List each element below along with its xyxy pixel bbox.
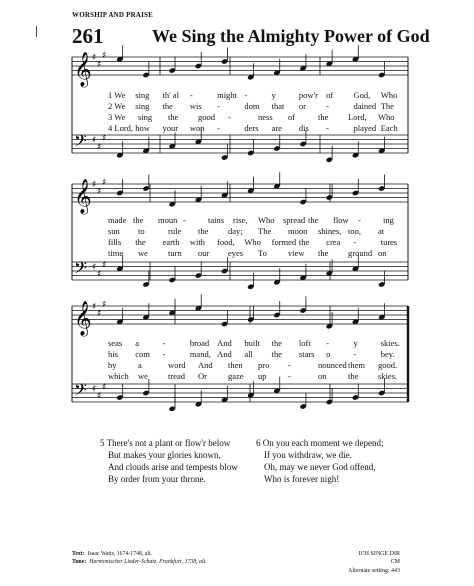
lyric-syllable: or: [298, 101, 306, 111]
sharp-icon: ♯: [92, 135, 97, 146]
lyric-syllable: by: [108, 360, 117, 370]
lyric-syllable: with: [189, 237, 205, 247]
text-credit-value: Isaac Watts, 1674-1748, alt.: [87, 551, 153, 557]
lyric-syllable: sun: [108, 226, 120, 236]
lyric-syllable: -: [162, 349, 166, 359]
verse-6-line: Who is forever nigh!: [264, 474, 340, 484]
lyric-syllable: the: [318, 112, 329, 122]
lyric-syllable: the: [168, 112, 179, 122]
text-credit-label: Text:: [72, 551, 85, 557]
lyric-syllable: might: [217, 90, 237, 100]
sharp-icon: ♯: [102, 299, 107, 310]
sharp-icon: ♯: [92, 302, 97, 312]
credits: [72, 550, 207, 566]
verse-5: [100, 437, 238, 485]
lyric-syllable: gaze: [228, 371, 244, 381]
lyric-syllable: tread: [168, 371, 185, 381]
lyric-syllable: the: [198, 226, 209, 236]
treble-clef-icon: 𝄞: [74, 179, 92, 214]
lyric-syllable: Who: [380, 90, 398, 100]
sharp-icon: ♯: [92, 262, 97, 273]
lyric-syllable: tures: [380, 237, 398, 247]
sharp-icon: ♯: [102, 50, 107, 61]
lyric-syllable: The: [380, 101, 394, 111]
lyric-syllable: skies.: [380, 338, 400, 348]
lyric-syllable: up: [258, 371, 267, 381]
lyric-syllable: of: [326, 90, 334, 100]
lyric-syllable: time: [108, 248, 124, 258]
lyric-syllable: won: [189, 123, 205, 133]
lyric-syllable: too,: [348, 226, 361, 236]
lyric-syllable: o: [326, 349, 331, 359]
lyric-syllable: broad: [189, 338, 210, 348]
lyric-syllable: y: [271, 90, 276, 100]
lyric-syllable: played: [353, 123, 377, 133]
lyric-syllable: ground: [348, 248, 373, 258]
lyric-syllable: loft: [298, 338, 311, 348]
lyric-syllable: of: [288, 112, 296, 122]
lyric-syllable: -: [162, 338, 166, 348]
lyric-syllable: Who: [244, 237, 261, 247]
lyric-syllable: the: [348, 371, 359, 381]
lyric-syllable: day;: [228, 226, 243, 236]
sharp-icon: ♯: [97, 142, 102, 153]
lyric-syllable: bey.: [380, 349, 395, 359]
meter: CM: [390, 559, 400, 565]
lyric-syllable: spread: [283, 215, 306, 225]
verse-5-line: 5 There's not a plant or flow'r below: [100, 438, 231, 448]
tune-credit: [72, 558, 207, 566]
sharp-icon: ♯: [102, 260, 107, 271]
lyric-syllable: God,: [353, 90, 371, 100]
lyric-syllable: dom: [244, 101, 260, 111]
lyric-syllable: rule: [168, 226, 182, 236]
lyric-syllable: dained: [353, 101, 377, 111]
lyric-syllable: food,: [217, 237, 235, 247]
lyric-syllable: made: [108, 215, 127, 225]
lyric-syllable: the: [133, 215, 144, 225]
lyric-syllable: how: [135, 123, 150, 133]
verse-5-line: But makes your glories known,: [108, 450, 221, 460]
lyric-syllable: -: [326, 123, 330, 133]
lyric-syllable: skies.: [378, 371, 398, 381]
lyric-syllable: to: [138, 226, 145, 236]
text-credit: [72, 550, 207, 558]
treble-clef-icon: 𝄞: [74, 301, 92, 336]
lyric-syllable: which: [108, 371, 129, 381]
lyric-syllable: -: [228, 112, 231, 122]
lyric-syllable: pow'r: [298, 90, 318, 100]
lyric-syllable: are: [271, 123, 283, 133]
lyric-syllable: then: [228, 360, 243, 370]
lyric-syllable: Or: [198, 371, 207, 381]
lyric-syllable: ing: [383, 215, 394, 225]
hymn-title: We Sing the Almighty Power of God: [152, 26, 430, 46]
verse-6: [256, 437, 383, 485]
lyric-syllable: -: [244, 90, 248, 100]
lyric-syllable: -: [353, 349, 357, 359]
lyric-syllable: -: [326, 338, 330, 348]
lyric-syllable: crea: [326, 237, 341, 247]
lyric-syllable: pro: [258, 360, 270, 370]
lyric-syllable: th' al: [162, 90, 179, 100]
lyric-syllable: good: [198, 112, 215, 122]
lyric-syllable: -: [217, 101, 220, 111]
lyric-syllable: com: [135, 349, 150, 359]
lyric-syllable: on: [378, 248, 387, 258]
lyric-syllable: on: [318, 371, 327, 381]
lyric-syllable: tains: [208, 215, 225, 225]
lyric-syllable: -: [358, 215, 361, 225]
bass-clef-icon: 𝄢: [74, 379, 87, 404]
lyric-syllable: the: [271, 338, 283, 348]
lyric-syllable: seas: [108, 338, 123, 348]
sharp-icon: ♯: [102, 133, 107, 144]
lyric-syllable: And: [198, 360, 213, 370]
lyric-syllable: 2 We: [108, 101, 126, 111]
lyric-syllable: view: [288, 248, 305, 258]
bass-clef-icon: 𝄢: [74, 257, 87, 282]
tune-credit-label: Tune:: [72, 559, 87, 565]
lyric-syllable: that: [271, 101, 285, 111]
lyric-syllable: flow: [333, 215, 349, 225]
lyric-syllable: sing: [135, 90, 150, 100]
lyric-syllable: Who: [258, 215, 275, 225]
lyric-syllable: And: [217, 349, 232, 359]
lyric-syllable: moon: [288, 226, 308, 236]
lyric-syllable: ness: [258, 112, 273, 122]
lyric-syllable: sing: [135, 101, 150, 111]
lyric-syllable: -: [326, 101, 330, 111]
lyric-syllable: The: [258, 226, 272, 236]
lyric-syllable: stars: [298, 349, 315, 359]
lyric-syllable: the: [135, 237, 146, 247]
tune-name: ICH SINGE DIR: [358, 551, 400, 557]
sharp-icon: ♯: [97, 186, 102, 197]
lyric-syllable: -: [288, 360, 291, 370]
verse-5-line: By order from your throne.: [108, 474, 206, 484]
sharp-icon: ♯: [102, 382, 107, 393]
lyric-syllable: 4 Lord,: [108, 123, 134, 133]
verse-6-line: 6 On you each moment we depend;: [256, 438, 384, 448]
lyric-syllable: a: [135, 338, 140, 348]
sharp-icon: ♯: [92, 180, 97, 190]
lyric-syllable: his: [108, 349, 118, 359]
lyric-syllable: -: [288, 371, 291, 381]
lyric-syllable: a: [138, 360, 142, 370]
lyric-syllable: the: [162, 101, 173, 111]
lyric-syllable: Who: [378, 112, 395, 122]
lyric-syllable: we: [138, 371, 148, 381]
lyric-syllable: built: [244, 338, 260, 348]
sharp-icon: ♯: [97, 308, 102, 319]
lyric-syllable: them: [348, 360, 365, 370]
verse-5-line: And clouds arise and tempests blow: [108, 462, 238, 472]
lyric-syllable: Each: [380, 123, 398, 133]
lyric-syllable: wis: [189, 101, 202, 111]
treble-clef-icon: 𝄞: [74, 52, 92, 87]
lyric-syllable: the: [308, 215, 319, 225]
sharp-icon: ♯: [92, 53, 97, 63]
lyric-syllable: sing: [138, 112, 153, 122]
lyric-syllable: And: [217, 338, 232, 348]
lyric-syllable: we: [138, 248, 148, 258]
lyric-syllable: the: [298, 237, 310, 247]
lyric-syllable: ders: [244, 123, 259, 133]
lyric-syllable: at: [378, 226, 385, 236]
sharp-icon: ♯: [102, 177, 107, 188]
lyric-syllable: the: [271, 349, 283, 359]
lyric-syllable: To: [258, 248, 267, 258]
tune-credit-value: Harmonischer Lieder-Schatz, Frankfurt, 1738, alt.: [89, 559, 207, 565]
sharp-icon: ♯: [97, 391, 102, 402]
lyric-syllable: -: [217, 123, 220, 133]
lyric-syllable: rise,: [233, 215, 248, 225]
sharp-icon: ♯: [97, 59, 102, 70]
lyric-syllable: Lord,: [348, 112, 367, 122]
lyric-syllable: formed: [271, 237, 297, 247]
tune-info: [348, 550, 400, 575]
alternate-setting: Alternate setting: 443: [348, 568, 400, 574]
lyric-syllable: -: [353, 237, 357, 247]
lyric-syllable: dis: [298, 123, 309, 133]
section-header: WORSHIP AND PRAISE: [72, 11, 154, 19]
lyric-syllable: all: [244, 349, 253, 359]
lyric-syllable: mand,: [189, 349, 211, 359]
lyric-syllable: moun: [158, 215, 178, 225]
lyric-syllable: -: [189, 90, 193, 100]
lyric-syllable: word: [168, 360, 186, 370]
hymn-number: 261: [72, 24, 104, 48]
lyric-syllable: the: [318, 248, 329, 258]
bass-clef-icon: 𝄢: [74, 130, 87, 155]
lyric-syllable: eyes: [228, 248, 244, 258]
lyric-syllable: -: [183, 215, 186, 225]
lyric-syllable: your: [162, 123, 179, 133]
lyric-syllable: 1 We: [108, 90, 126, 100]
lyric-syllable: turn: [168, 248, 182, 258]
lyric-syllable: 3 We: [108, 112, 126, 122]
lyric-syllable: fills: [108, 237, 122, 247]
sharp-icon: ♯: [92, 384, 97, 395]
lyric-syllable: our: [198, 248, 210, 258]
lyric-syllable: good.: [378, 360, 398, 370]
verse-6-line: If you withdraw, we die.: [264, 450, 352, 460]
lyric-syllable: nounced: [318, 360, 347, 370]
lyric-syllable: y: [353, 338, 358, 348]
verse-6-line: Oh, may we never God offend,: [264, 462, 376, 472]
lyric-syllable: earth: [162, 237, 180, 247]
lyric-syllable: shines,: [318, 226, 342, 236]
sharp-icon: ♯: [97, 269, 102, 280]
